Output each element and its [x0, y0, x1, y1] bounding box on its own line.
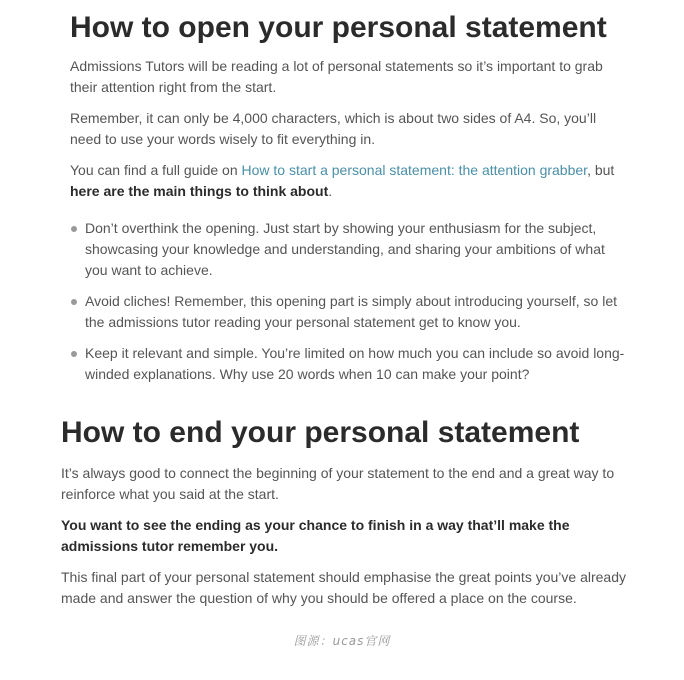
open-paragraph-1: Admissions Tutors will be reading a lot of personal statements so it’s important to grab their attention right from the start.: [70, 58, 603, 95]
open-paragraph-3-intro: You can find a full guide on: [70, 162, 242, 178]
end-section: [61, 413, 641, 619]
open-paragraph-3-comma: , but: [587, 162, 615, 178]
open-paragraph-3-end: .: [328, 183, 333, 199]
open-heading: How to open your personal statement: [70, 11, 607, 44]
bullet-dot-icon: [71, 351, 77, 357]
end-paragraph-1: It’s always good to connect the beginning of your statement to the end and a great way to reinforce what you said at the start.: [61, 465, 615, 502]
end-heading: How to end your personal statement: [61, 416, 580, 449]
open-paragraph-2: Remember, it can only be 4,000 characters, which is about two sides of A4. So, you’ll need to use your words wisely to fit everything in.: [70, 110, 597, 147]
opening-tips-list: [70, 218, 630, 385]
open-paragraph-3: [70, 160, 630, 202]
bullet-dot-icon: [71, 226, 77, 232]
list-item: [70, 218, 630, 281]
image-source-caption: 图源：ucas官网: [293, 634, 391, 648]
list-item: [70, 343, 630, 385]
end-paragraph-3: This final part of your personal statement should emphasise the great points you’ve already made and answer the question of why you should be offered a place on the course.: [61, 569, 626, 606]
attention-grabber-guide-link[interactable]: How to start a personal statement: the attention grabber: [241, 162, 588, 178]
list-item-text: Keep it relevant and simple. You’re limited on how much you can include so avoid long-winded explanations. Why use 20 words when 10 can make your point?: [85, 345, 625, 382]
list-item-text: Avoid cliches! Remember, this opening part is simply about introducing yourself, so let the admissions tutor reading your personal statement get to know you.: [85, 293, 618, 330]
open-section: [70, 8, 630, 395]
list-item-text: Don’t overthink the opening. Just start by showing your enthusiasm for the subject, showcasing your knowledge and understanding, and sharing your ambitions of what you want to achieve.: [85, 220, 605, 278]
bullet-dot-icon: [71, 299, 77, 305]
open-paragraph-3-bold: here are the main things to think about: [70, 183, 329, 199]
end-paragraph-2: You want to see the ending as your chance to finish in a way that’ll make the admissions tutor remember you.: [61, 517, 570, 554]
list-item: [70, 291, 630, 333]
